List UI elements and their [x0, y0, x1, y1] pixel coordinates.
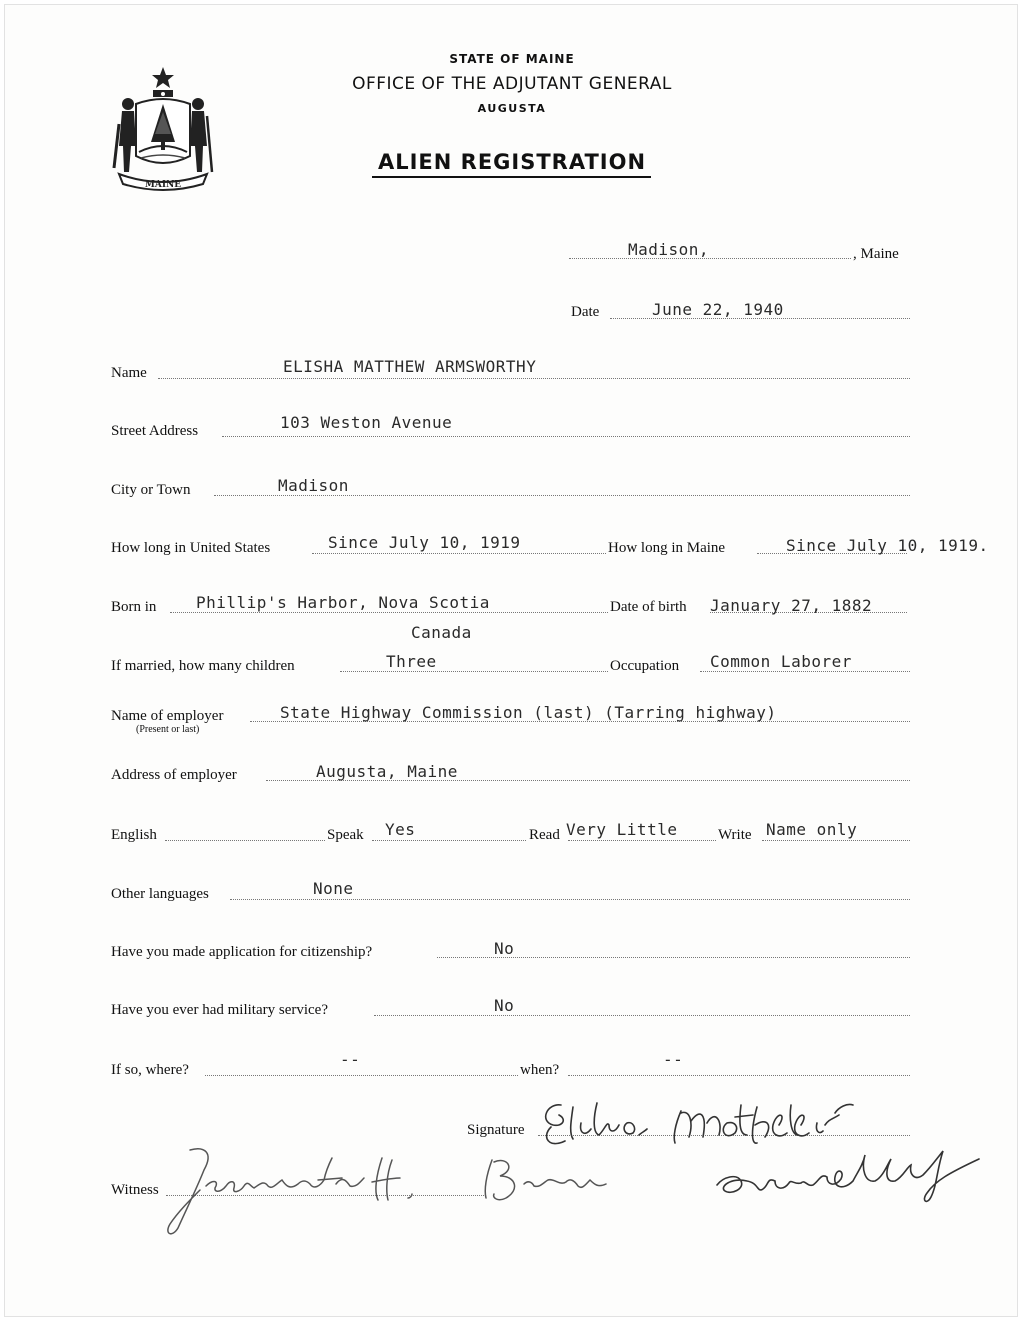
birth-date-label: Date of birth: [610, 599, 687, 615]
children-line: [340, 671, 608, 672]
street-label: Street Address: [111, 423, 199, 439]
english-label: English: [111, 827, 157, 843]
witness-signature: [160, 1140, 630, 1240]
form-title: ALIEN REGISTRATION: [377, 150, 647, 174]
city-value: Madison: [278, 476, 349, 495]
title-underline: [372, 176, 651, 178]
write-value: Name only: [766, 820, 858, 839]
occupation-label: Occupation: [610, 658, 680, 674]
place-line: [569, 258, 851, 259]
svg-text:MAINE: MAINE: [144, 180, 182, 190]
read-line: [568, 840, 716, 841]
english-line: [165, 840, 325, 841]
citizenship-label: Have you made application for citizenship?: [111, 944, 373, 960]
employer-address-label: Address of employer: [111, 767, 237, 783]
born-in-label: Born in: [111, 599, 157, 615]
read-value: Very Little: [566, 820, 678, 839]
write-label: Write: [718, 827, 752, 843]
us-duration-label: How long in United States: [111, 540, 271, 556]
when-value: --: [663, 1050, 684, 1069]
speak-line: [372, 840, 526, 841]
employer-sublabel: (Present or last): [136, 724, 200, 735]
employer-address-value: Augusta, Maine: [316, 762, 458, 781]
occupation-line: [700, 671, 910, 672]
signature-label: Signature: [467, 1122, 525, 1138]
write-line: [762, 840, 910, 841]
name-value: ELISHA MATTHEW ARMSWORTHY: [283, 357, 537, 376]
other-languages-label: Other languages: [111, 886, 209, 902]
where-label: If so, where?: [111, 1062, 189, 1078]
citizenship-value: No: [494, 939, 515, 958]
maine-duration-value: Since July 10, 1919.: [786, 536, 989, 555]
when-label: when?: [520, 1062, 560, 1078]
military-label: Have you ever had military service?: [111, 1002, 328, 1018]
employer-label: Name of employer: [111, 708, 224, 724]
date-value: June 22, 1940: [652, 300, 784, 319]
city-heading: AUGUSTA: [477, 102, 547, 115]
military-line: [374, 1015, 910, 1016]
name-line: [158, 378, 910, 379]
witness-label: Witness: [111, 1182, 159, 1198]
speak-value: Yes: [385, 820, 416, 839]
children-label: If married, how many children: [111, 658, 295, 674]
place-value: Madison,: [628, 240, 710, 259]
state-heading: STATE OF MAINE: [449, 52, 575, 66]
speak-label: Speak: [327, 827, 364, 843]
occupation-value: Common Laborer: [710, 652, 852, 671]
born-in-value: Phillip's Harbor, Nova Scotia: [196, 593, 490, 612]
other-languages-line: [230, 899, 910, 900]
where-value: --: [340, 1050, 361, 1069]
street-line: [222, 436, 910, 437]
military-value: No: [494, 996, 515, 1015]
date-label: Date: [571, 304, 600, 320]
street-value: 103 Weston Avenue: [280, 413, 453, 432]
other-languages-value: None: [313, 879, 354, 898]
place-suffix: , Maine: [853, 246, 899, 262]
us-duration-line: [312, 553, 606, 554]
office-heading: OFFICE OF THE ADJUTANT GENERAL: [352, 74, 672, 94]
name-label: Name: [111, 365, 147, 381]
where-line: [205, 1075, 518, 1076]
us-duration-value: Since July 10, 1919: [328, 533, 521, 552]
employer-value: State Highway Commission (last) (Tarring highway): [280, 703, 777, 722]
birth-date-value: January 27, 1882: [710, 596, 873, 615]
born-in-line: [170, 612, 608, 613]
children-value: Three: [386, 652, 437, 671]
when-line: [568, 1075, 910, 1076]
read-label: Read: [529, 827, 560, 843]
born-in-country: Canada: [411, 623, 472, 642]
city-label: City or Town: [111, 482, 191, 498]
maine-duration-label: How long in Maine: [608, 540, 726, 556]
city-line: [214, 495, 910, 496]
